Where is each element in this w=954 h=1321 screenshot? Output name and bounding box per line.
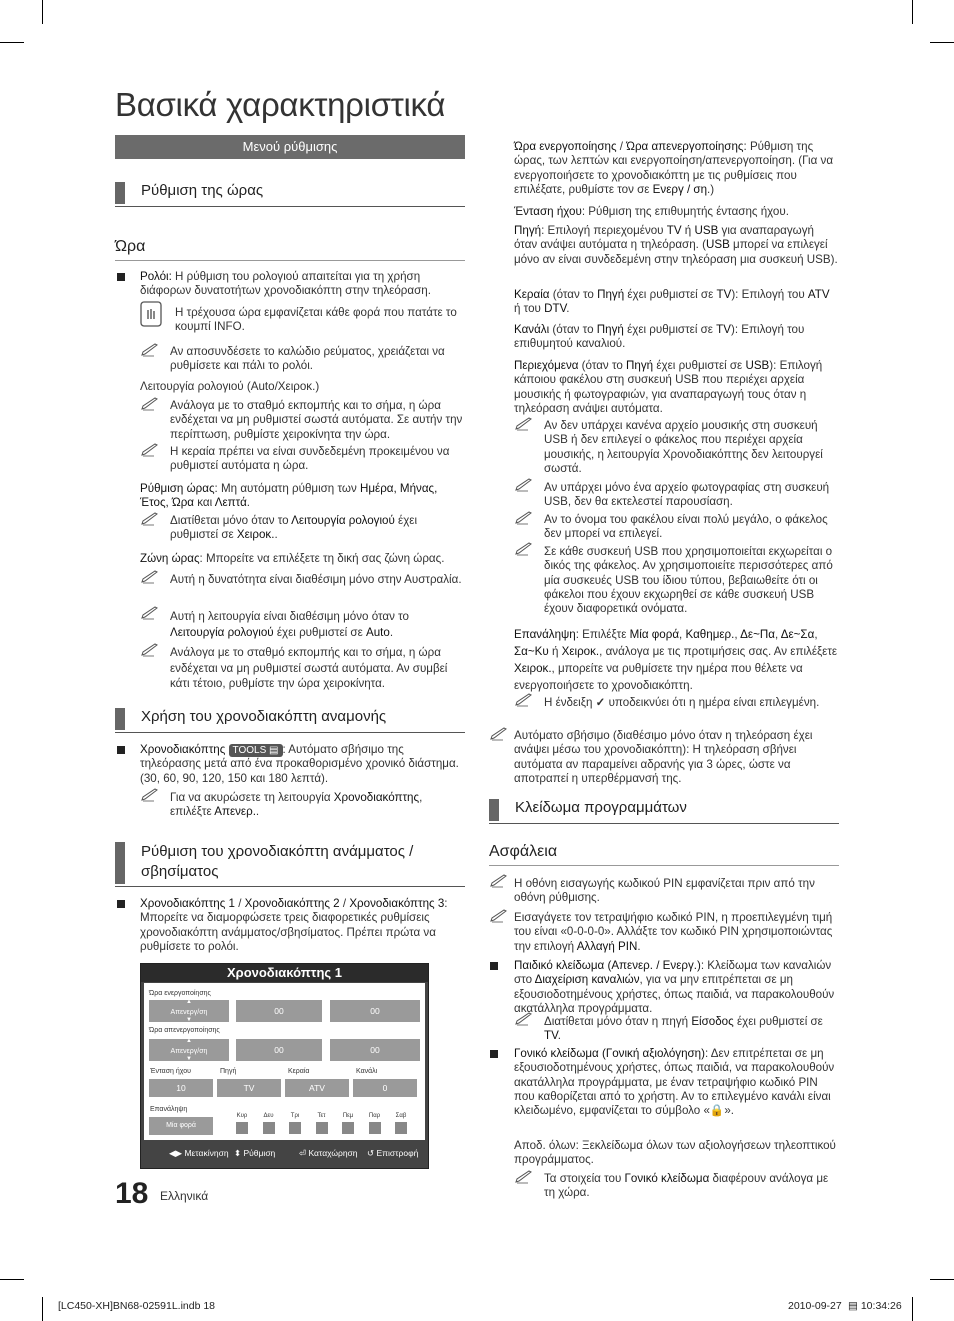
right-p3: Πηγή: Επιλογή περιεχομένου TV ή USB για αναπαραγωγή όταν ανάψει αυτόματα η τηλεόραση. (USB μπορεί να επιλεγεί μόνο αν είναι συνδεδεμένη στην τηλεόραση μια συσκευή USB). [514, 224, 838, 266]
osd-antenna-label: Κεραία [288, 1068, 310, 1075]
bullet-icon [117, 273, 125, 281]
section-heading-sleep: Χρήση του χρονοδιακόπτη αναμονής [115, 708, 465, 733]
osd-nav-move: ◀▶ Μετακίνηση [169, 1148, 229, 1158]
subheading-security: Ασφάλεια [489, 843, 839, 866]
section-heading-lock: Κλείδωμα προγραμμάτων [489, 799, 839, 824]
osd-repeat-value[interactable]: Μία φορά [149, 1117, 213, 1135]
osd-repeat-label: Επανάληψη [150, 1106, 188, 1113]
clock-set: Ρύθμιση ώρας: Μη αυτόματη ρύθμιση των Ημέρα, Μήνας, Έτος, Ώρα και Λεπτά. [140, 482, 438, 510]
lock-icon: 🔒 [709, 1104, 725, 1118]
page-language: Ελληνικά [160, 1189, 209, 1203]
footer-file: [LC450-XH]BN68-02591L.indb 18 [58, 1300, 216, 1312]
right-p8: Αποδ. όλων: Ξεκλείδωμα όλων των αξιολογήσεων τηλεοπτικού προγράμματος. [514, 1139, 836, 1167]
note-mode1: Ανάλογα με το σταθμό εκπομπής και το σήμα, η ώρα ενδέχεται να μη ρυθμιστεί σωστά αυτόματα. Σε αυτήν την περίπτωση, ρυθμίστε χειροκίνητα την ώρα. [170, 399, 463, 441]
page-number: 18 [115, 1177, 149, 1210]
right-note10: Τα στοιχεία του Γονικό κλείδωμα διαφέρουν ανάλογα με τη χώρα. [544, 1172, 829, 1200]
right-note7: Η οθόνη εισαγωγής κωδικού PIN εμφανίζεται πριν από την οθόνη ρύθμισης. [514, 877, 815, 905]
osd-source-label: Πηγή [220, 1068, 237, 1075]
osd-day-label: Τρι [290, 1113, 300, 1119]
tools-badge: TOOLS ▤ [229, 744, 283, 757]
footer-date: 2010-09-27 [788, 1300, 842, 1312]
note-set: Διατίθεται μόνο όταν το Λειτουργία ρολογιού έχει ρυθμιστεί σε Χειροκ.. [170, 514, 418, 542]
crop-mark [912, 0, 913, 24]
osd-day-label: Σαβ [395, 1113, 407, 1119]
info-note: Η τρέχουσα ώρα εμφανίζεται κάθε φορά που πατάτε το κουμπί INFO. [175, 306, 457, 334]
crop-mark [0, 42, 24, 43]
right-note5: Η ένδειξη ✓ υποδεικνύει ότι η ημέρα είναι επιλεγμένη. [544, 696, 820, 709]
section-heading-clock: Ρύθμιση της ώρας [115, 182, 465, 207]
osd-nav-enter: ⏎ Καταχώρηση [299, 1148, 358, 1158]
menu-bar: Μενού ρύθμισης [115, 135, 465, 159]
right-p4: Κεραία (όταν το Πηγή έχει ρυθμιστεί σε TV): Επιλογή του ATV ή του DTV. [514, 288, 830, 316]
note-icon [140, 643, 160, 657]
right-note2: Αν υπάρχει μόνο ένα αρχείο φωτογραφίας στη συσκευή USB, δεν θα εκτελεστεί παρουσίαση. [544, 481, 830, 509]
right-note3: Αν το όνομα του φακέλου είναι πολύ μεγάλο, ο φάκελος δεν μπορεί να επιλεγεί. [544, 513, 828, 541]
osd-body [144, 983, 425, 1140]
note-unplug: Αν αποσυνδέσετε το καλώδιο ρεύματος, χρειάζεται να ρυθμίσετε και πάλι το ρολόι. [170, 345, 445, 373]
right-note8: Εισαγάγετε τον τετραψήφιο κωδικό PIN, η προεπιλεγμένη τιμή του είναι «0-0-0-0». Αλλάξτε τον κωδικό PIN χρησιμοποιώντας την επιλογή Αλλαγή PIN. [514, 911, 833, 953]
clock-mode: Λειτουργία ρολογιού (Auto/Χειροκ.) [140, 380, 320, 393]
page-title: Βασικά χαρακτηριστικά [115, 86, 446, 123]
note-icon [514, 1012, 534, 1026]
bullet-icon [490, 1050, 498, 1058]
right-p2: Ένταση ήχου: Ρύθμιση της επιθυμητής έντασης ήχου. [514, 205, 789, 218]
note-icon [140, 788, 160, 802]
note-tz2: Αυτή η λειτουργία είναι διαθέσιμη μόνο όταν το Λειτουργία ρολογιού έχει ρυθμιστεί σε Auto. [170, 610, 409, 639]
crop-mark [912, 1297, 913, 1321]
note-mode2: Η κεραία πρέπει να είναι συνδεδεμένη προκειμένου να ρυθμιστεί αυτόματα η ώρα. [170, 445, 450, 473]
crop-mark [42, 1297, 43, 1321]
check-icon: ✓ [595, 696, 606, 709]
note-icon [514, 693, 534, 707]
right-note6: Αυτόματο σβήσιμο (διαθέσιμο μόνο όταν η τηλεόραση έχει ανάψει μέσω του χρονοδιακόπτη): Η τηλεόραση σβήνει αυτόματα αν παραμείνει αδρανής για 3 ώρες, ώστε να αποτραπεί η υπερθέρμανσή της. [514, 729, 813, 785]
osd-day-checkbox[interactable] [342, 1122, 354, 1134]
osd-volume-value[interactable]: 10 [149, 1079, 213, 1097]
note-sleep: Για να ακυρώσετε τη λειτουργία Χρονοδιακόπτης, επιλέξτε Απενερ.. [170, 791, 423, 819]
osd-antenna-value[interactable]: ATV [285, 1079, 349, 1097]
osd-day-checkbox[interactable] [289, 1122, 301, 1134]
timer-osd [140, 963, 429, 1169]
note-icon [140, 606, 160, 620]
note-icon [489, 909, 509, 923]
timezone: Ζώνη ώρας: Μπορείτε να επιλέξετε τη δική σας ζώνη ώρας. [140, 552, 445, 565]
right-p7: Επανάληψη: Επιλέξτε Μία φορά, Καθημερ., Δε~Πα, Δε~Σα, Σα~Κυ ή Χειροκ., ανάλογα με τις προτιμήσεις σας. Αν επιλέξετε Χειροκ., μπορείτε να ρυθμίσετε την ημέρα που θέλετε να ενεργοποιήσετε το χρονοδιακόπτη. [514, 628, 838, 692]
note-icon [489, 874, 509, 888]
osd-day-label: Δευ [263, 1113, 274, 1119]
osd-off-hour[interactable]: 00 [236, 1039, 322, 1061]
crop-mark [0, 1279, 24, 1280]
note-icon [140, 570, 160, 584]
osd-day-checkbox[interactable] [236, 1122, 248, 1134]
osd-day-label: Παρ [368, 1113, 381, 1119]
right-p1: Ώρα ενεργοποίησης / Ώρα απενεργοποίησης: Ρύθμιση της ώρας, των λεπτών και ενεργοποίηση/απενεργοποίηση. (Για να ενεργοποιήσετε το χρονοδιακόπτη με τις ρυθμίσεις που επιλέξατε, ρυθμίστε τον σε Ενεργ / ση.) [514, 140, 834, 196]
note-icon [514, 511, 534, 525]
note-icon [514, 417, 534, 431]
bullet-icon [490, 962, 498, 970]
right-p6: Περιεχόμενα (όταν το Πηγή έχει ρυθμιστεί σε USB): Επιλογή κάποιου φακέλου στη συσκευή USB που περιέχει αρχεία μουσικής ή φωτογραφιών, για αναπαραγωγή τους όταν η τηλεόραση ανάψει αυτόματα. [514, 359, 823, 415]
note-icon [140, 512, 160, 526]
bullet-icon [117, 746, 125, 754]
osd-title: Χρονοδιακόπτης 1 [141, 964, 428, 982]
osd-off-time-label: Ώρα απενεργοποίησης [149, 1027, 220, 1034]
osd-volume-label: Ένταση ήχου [150, 1068, 191, 1075]
bullet-icon [117, 900, 125, 908]
right-note9: Διατίθεται μόνο όταν η πηγή Είσοδος έχει ρυθμιστεί σε TV. [544, 1015, 823, 1043]
sleep-paragraph: Χρονοδιακόπτης TOOLS ▤ : Αυτόματο σβήσιμο της τηλεόρασης μετά από ένα προκαθορισμένο χρονικό διάστημα. (30, 60, 90, 120, 150 και 180 λεπτά). [140, 743, 459, 785]
osd-source-value[interactable]: TV [217, 1079, 281, 1097]
crop-mark [930, 1279, 954, 1280]
note-tz1: Αυτή η δυνατότητα είναι διαθέσιμη μόνο στην Αυστραλία. [170, 573, 462, 586]
note-icon [140, 343, 160, 357]
right-p5: Κανάλι (όταν το Πηγή έχει ρυθμιστεί σε TV): Επιλογή του επιθυμητού καναλιού. [514, 323, 805, 351]
osd-nav-bar [141, 1142, 428, 1166]
osd-day-label: Κυρ [236, 1113, 248, 1119]
osd-on-minute[interactable]: 00 [330, 1000, 420, 1022]
osd-day-checkbox[interactable] [369, 1122, 381, 1134]
note-icon [140, 443, 160, 457]
timer-paragraph: Χρονοδιακόπτης 1 / Χρονοδιακόπτης 2 / Χρονοδιακόπτης 3: Μπορείτε να διαμορφώσετε τρεις διαφορετικές ρυθμίσεις χρονοδιακόπτη ανάμματος/σβησίματος. Πρέπει πρώτα να ρυθμίσετε το ρολόι. [140, 897, 448, 953]
crop-mark [930, 42, 954, 43]
section-heading-onoff: Ρύθμιση του χρονοδιακόπτη ανάμματος / σβησίματος [115, 842, 465, 887]
osd-day-checkbox[interactable] [263, 1122, 275, 1134]
osd-off-time-select[interactable]: ▲ Απενεργ/ση ▼ [149, 1039, 229, 1061]
subheading-time: Ώρα [115, 238, 465, 261]
crop-mark [42, 0, 43, 24]
osd-day-checkbox[interactable] [316, 1122, 328, 1134]
osd-off-minute[interactable]: 00 [330, 1039, 420, 1061]
osd-on-time-select[interactable]: ▲ Απενεργ/ση ▼ [149, 1000, 229, 1022]
osd-channel-label: Κανάλι [356, 1068, 378, 1075]
osd-day-label: Τετ [317, 1113, 326, 1119]
note-icon [514, 478, 534, 492]
note-icon [514, 1170, 534, 1184]
right-note4: Σε κάθε συσκευή USB που χρησιμοποιείται εκχωρείται ο δικός της φάκελος. Αν χρησιμοποιείτε περισσότερες από μία συσκευές USB του ίδιου τύπου, βεβαιωθείτε ότι οι φάκελοι που έχουν εκχωρηθεί σε κάθε συσκευή USB έχουν διαφορετικά ονόματα. [544, 545, 833, 616]
parental-lock-paragraph: Γονικό κλείδωμα (Γονική αξιολόγηση): Δεν επιτρέπεται σε μη εξουσιοδοτημένους χρήστες, όπως παιδιά, να παρακολουθούν ακατάλληλα προγράμματα, με έναν τετραψήφιο κωδικό PIN που καθορίζεται από το χρήστη. Αν το επιλεγμένο κανάλι είναι κλειδωμένο, εμφανίζεται το σύμβολο «🔒». [514, 1047, 835, 1118]
footer-time: ▤ 10:34:26 [848, 1300, 902, 1312]
note-tz3: Ανάλογα με το σταθμό εκπομπής και το σήμα, η ώρα ενδέχεται να μη ρυθμιστεί σωστά αυτόματα. Αν συμβεί κάτι τέτοιο, ρυθμίστε την ώρα χειροκίνητα. [170, 646, 448, 690]
note-icon [140, 397, 160, 411]
note-icon [514, 542, 534, 556]
osd-channel-value[interactable]: 0 [353, 1079, 417, 1097]
osd-nav-set: ⬍ Ρύθμιση [234, 1148, 276, 1158]
osd-on-hour[interactable]: 00 [236, 1000, 322, 1022]
osd-nav-return: ↺ Επιστροφή [367, 1148, 419, 1158]
osd-day-checkbox[interactable] [395, 1122, 407, 1134]
note-icon [489, 727, 509, 741]
clock-paragraph: Ρολόι: Η ρύθμιση του ρολογιού απαιτείται για τη χρήση διάφορων δυνατοτήτων χρονοδιακόπτη στην τηλεόραση. [140, 270, 431, 298]
remote-icon [140, 301, 162, 327]
right-note1: Αν δεν υπάρχει κανένα αρχείο μουσικής στη συσκευή USB ή δεν επιλεγεί ο φάκελος που περιέχει αρχεία μουσικής, η λειτουργία Χρονοδιακόπτης δεν λειτουργεί σωστά. [544, 419, 823, 475]
osd-day-label: Πεμ [342, 1113, 354, 1119]
osd-on-time-label: Ώρα ενεργοποίησης [149, 990, 211, 997]
child-lock-paragraph: Παιδικό κλείδωμα (Απενερ. / Ενεργ.): Κλείδωμα των καναλιών στο Διαχείριση καναλιών, για να μην επιτρέπεται σε μη εξουσιοδοτημένους χρήστες, όπως παιδιά, να παρακολουθούν ακατάλληλα προγράμματα. [514, 959, 835, 1015]
